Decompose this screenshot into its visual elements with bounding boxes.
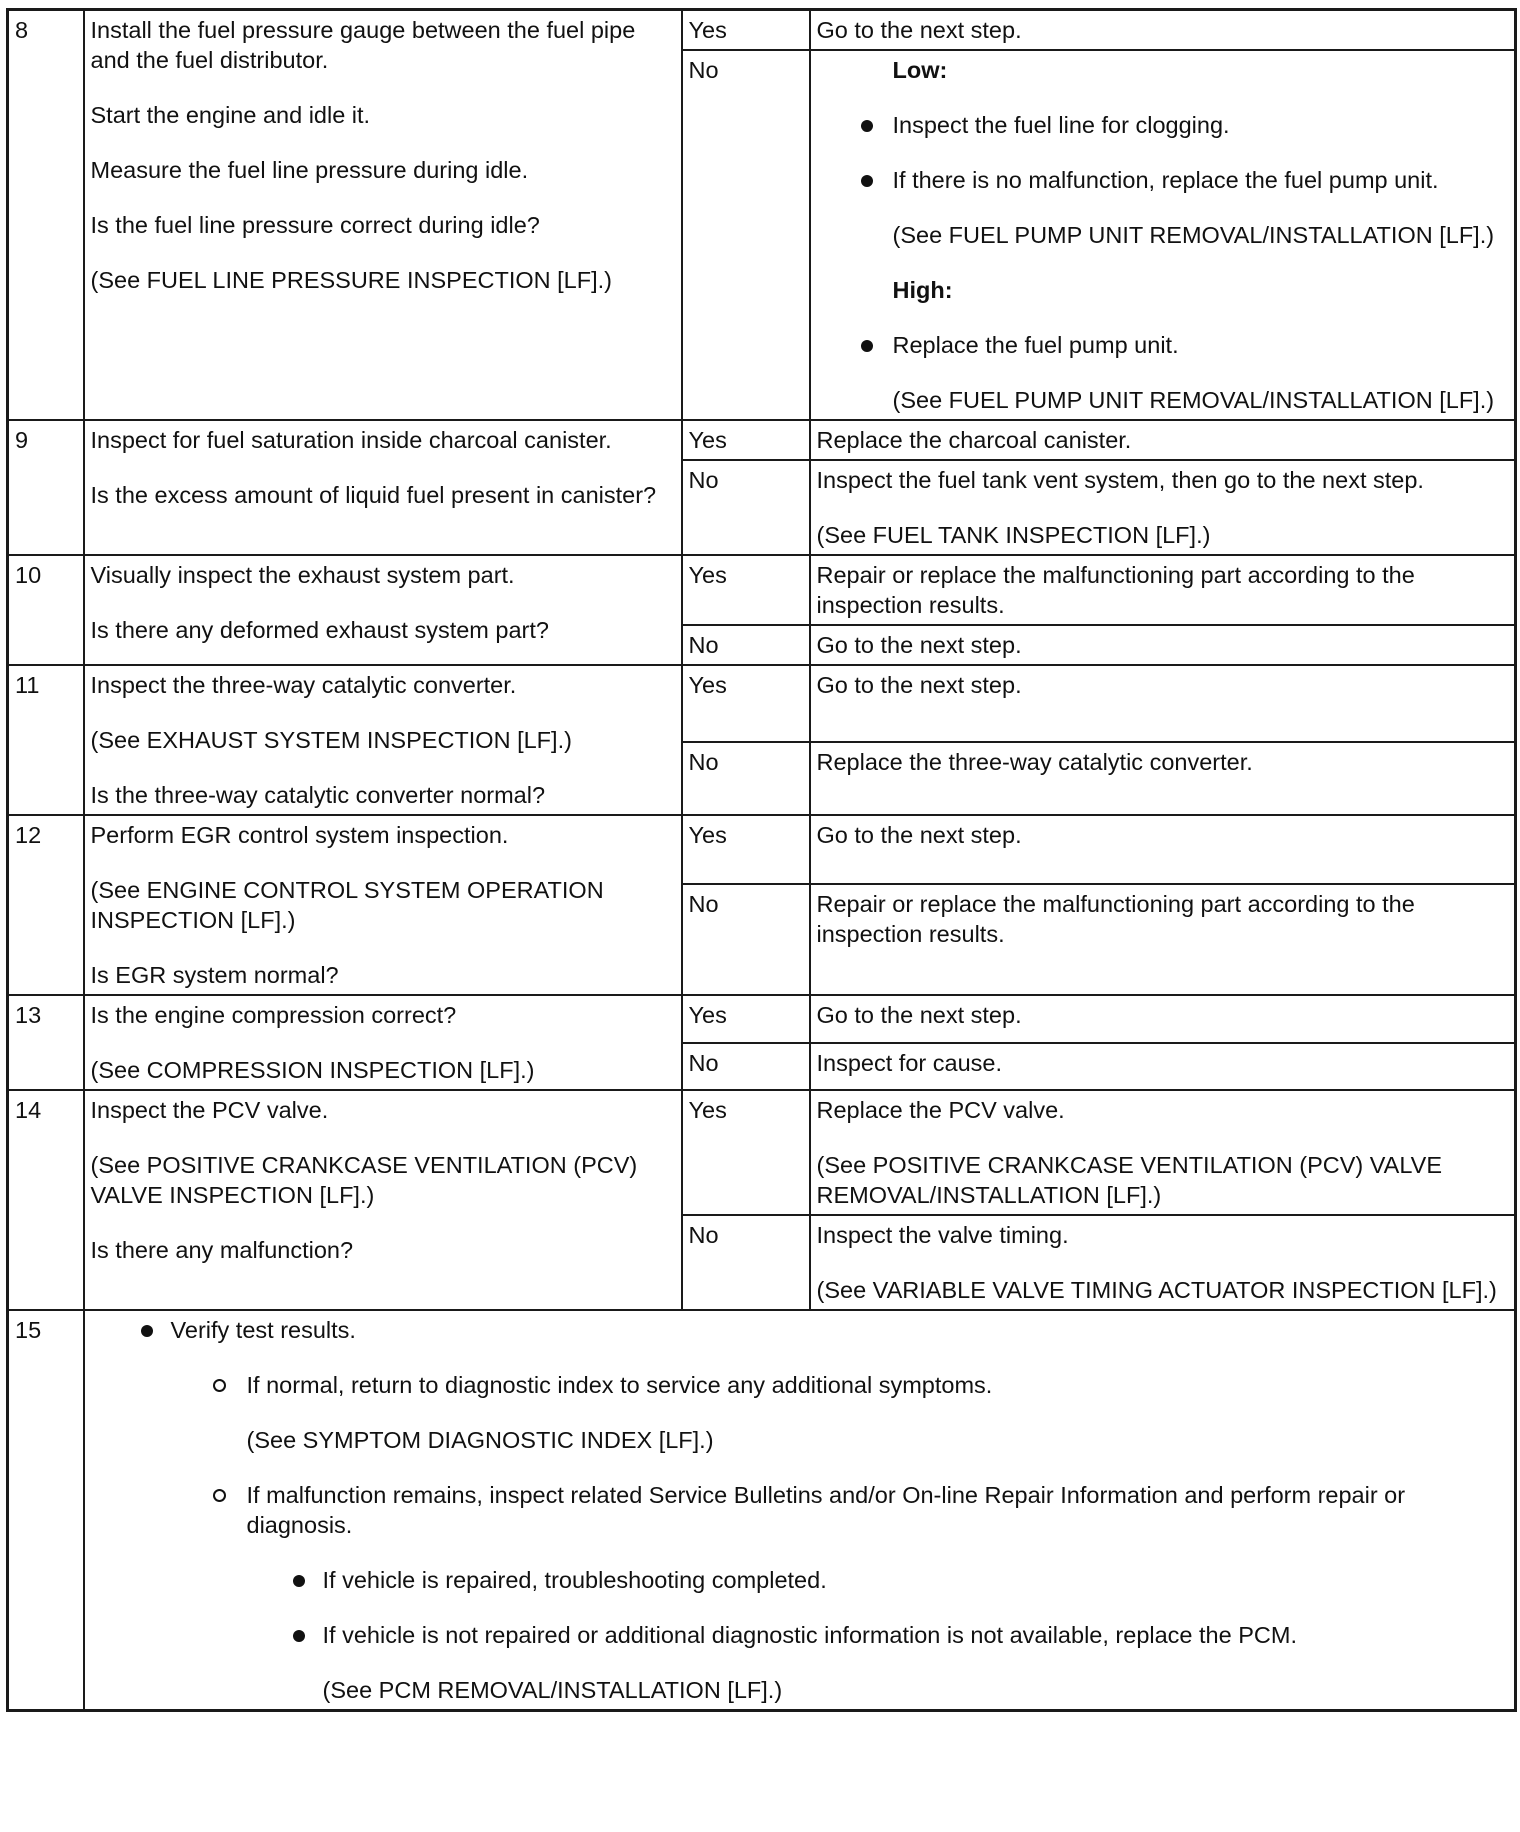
- result-text: Inspect for cause.: [816, 1049, 1002, 1076]
- step-action: [84, 1090, 682, 1310]
- no-result: [810, 1215, 1516, 1310]
- diagnostic-procedure-sheet: [6, 8, 1514, 1712]
- step-action: [84, 995, 682, 1090]
- yes-label: Yes: [682, 815, 810, 884]
- no-label: No: [682, 50, 810, 420]
- yes-label: Yes: [682, 10, 810, 51]
- verify-section: [84, 1310, 1516, 1711]
- yes-label: Yes: [682, 995, 810, 1043]
- action-question: Is the three-way catalytic converter normal?: [90, 782, 546, 808]
- yes-label: Yes: [682, 665, 810, 742]
- result-text: Go to the next step.: [816, 822, 1022, 848]
- yes-label: Yes: [682, 555, 810, 625]
- yes-result: [810, 1090, 1516, 1215]
- action-text: Visually inspect the exhaust system part.: [90, 562, 515, 588]
- high-list: [817, 330, 1509, 360]
- step-number: 8: [8, 10, 84, 421]
- step-number: 9: [8, 420, 84, 555]
- action-text: Inspect the PCV valve.: [90, 1097, 329, 1123]
- step-12-yes-row: [8, 815, 1516, 884]
- high-reference: (See FUEL PUMP UNIT REMOVAL/INSTALLATION [LF].): [892, 387, 1495, 413]
- step-action: [84, 815, 682, 995]
- result-text: Repair or replace the malfunctioning part according to the inspection results.: [816, 562, 1415, 618]
- action-reference: (See ENGINE CONTROL SYSTEM OPERATION INSPECTION [LF].): [90, 877, 604, 933]
- yes-result: [810, 815, 1516, 884]
- action-text: Inspect the three-way catalytic converter.: [90, 672, 517, 698]
- step-action: [84, 555, 682, 665]
- no-label: No: [682, 884, 810, 995]
- result-text: Go to the next step.: [816, 632, 1022, 658]
- malfunction-item: If malfunction remains, inspect related Service Bulletins and/or On-line Repair Information and perform repair or diagnosis.: [91, 1480, 1509, 1540]
- yes-result: [810, 555, 1516, 625]
- action-reference: (See FUEL LINE PRESSURE INSPECTION [LF].): [90, 267, 612, 293]
- no-label: No: [682, 460, 810, 555]
- repaired-item: If vehicle is repaired, troubleshooting completed.: [91, 1565, 1509, 1595]
- no-label: No: [682, 625, 810, 665]
- action-text: Inspect for fuel saturation inside charcoal canister.: [90, 427, 612, 453]
- step-15-row: [8, 1310, 1516, 1711]
- no-label: No: [682, 742, 810, 815]
- no-result: [810, 884, 1516, 995]
- no-result: [810, 1043, 1516, 1091]
- low-reference: (See FUEL PUMP UNIT REMOVAL/INSTALLATION [LF].): [892, 222, 1495, 248]
- step-11-yes-row: [8, 665, 1516, 742]
- action-question: Is there any malfunction?: [90, 1237, 354, 1263]
- step-action: [84, 10, 682, 421]
- yes-label: Yes: [682, 1090, 810, 1215]
- result-text: Go to the next step.: [816, 1002, 1022, 1028]
- no-result: [810, 742, 1516, 815]
- verify-results: Verify test results.: [91, 1315, 1509, 1345]
- result-text: Replace the three-way catalytic converter.: [816, 749, 1253, 775]
- action-question: Is EGR system normal?: [90, 962, 339, 988]
- result-text: Replace the charcoal canister.: [816, 427, 1132, 453]
- step-action: [84, 665, 682, 815]
- low-heading: Low:: [892, 57, 948, 83]
- result-reference: (See VARIABLE VALVE TIMING ACTUATOR INSPECTION [LF].): [816, 1277, 1497, 1303]
- normal-item: If normal, return to diagnostic index to service any additional symptoms.: [91, 1370, 1509, 1400]
- step-number: 10: [8, 555, 84, 665]
- bullet-item: Inspect the fuel line for clogging.: [817, 110, 1509, 140]
- action-text: Install the fuel pressure gauge between the fuel pipe and the fuel distributor.: [90, 17, 636, 73]
- yes-result: [810, 420, 1516, 460]
- action-text: Measure the fuel line pressure during idle.: [90, 157, 529, 183]
- yes-result: [810, 665, 1516, 742]
- yes-label: Yes: [682, 420, 810, 460]
- high-heading: High:: [892, 277, 953, 303]
- step-action: [84, 420, 682, 555]
- no-result: [810, 460, 1516, 555]
- yes-result: [810, 995, 1516, 1043]
- result-text: Repair or replace the malfunctioning part according to the inspection results.: [816, 891, 1415, 947]
- no-label: No: [682, 1043, 810, 1091]
- result-reference: (See POSITIVE CRANKCASE VENTILATION (PCV) VALVE REMOVAL/INSTALLATION [LF].): [816, 1152, 1443, 1208]
- step-number: 11: [8, 665, 84, 815]
- result-reference: (See FUEL TANK INSPECTION [LF].): [816, 522, 1211, 548]
- result-text: Go to the next step.: [816, 672, 1022, 698]
- step-number: 13: [8, 995, 84, 1090]
- step-13-yes-row: [8, 995, 1516, 1043]
- no-result: [810, 50, 1516, 420]
- result-text: Inspect the valve timing.: [816, 1222, 1069, 1248]
- no-label: No: [682, 1215, 810, 1310]
- action-text: Start the engine and idle it.: [90, 102, 371, 128]
- not-repaired-item: If vehicle is not repaired or additional diagnostic information is not available, replace the PCM.: [91, 1620, 1509, 1650]
- step-number: 15: [8, 1310, 84, 1711]
- action-reference: (See POSITIVE CRANKCASE VENTILATION (PCV) VALVE INSPECTION [LF].): [90, 1152, 638, 1208]
- normal-reference: (See SYMPTOM DIAGNOSTIC INDEX [LF].): [246, 1427, 714, 1453]
- action-reference: (See COMPRESSION INSPECTION [LF].): [90, 1057, 535, 1083]
- result-text: Replace the PCV valve.: [816, 1097, 1065, 1123]
- action-question: Is the engine compression correct?: [90, 1002, 457, 1028]
- step-8-yes-row: [8, 10, 1516, 51]
- diagnostic-table: [6, 8, 1517, 1712]
- pcm-reference: (See PCM REMOVAL/INSTALLATION [LF].): [322, 1677, 783, 1703]
- bullet-item: If there is no malfunction, replace the fuel pump unit.: [817, 165, 1509, 195]
- step-14-yes-row: [8, 1090, 1516, 1215]
- action-question: Is there any deformed exhaust system part?: [90, 617, 549, 643]
- step-number: 12: [8, 815, 84, 995]
- bullet-item: Replace the fuel pump unit.: [817, 330, 1509, 360]
- step-number: 14: [8, 1090, 84, 1310]
- low-list: [817, 110, 1509, 195]
- no-result: [810, 625, 1516, 665]
- action-question: Is the fuel line pressure correct during idle?: [90, 212, 540, 238]
- yes-result: Go to the next step.: [810, 10, 1516, 51]
- result-text: Inspect the fuel tank vent system, then go to the next step.: [816, 467, 1424, 493]
- action-reference: (See EXHAUST SYSTEM INSPECTION [LF].): [90, 727, 572, 753]
- action-text: Perform EGR control system inspection.: [90, 822, 509, 848]
- action-question: Is the excess amount of liquid fuel present in canister?: [90, 482, 657, 508]
- step-9-yes-row: [8, 420, 1516, 460]
- step-10-yes-row: [8, 555, 1516, 625]
